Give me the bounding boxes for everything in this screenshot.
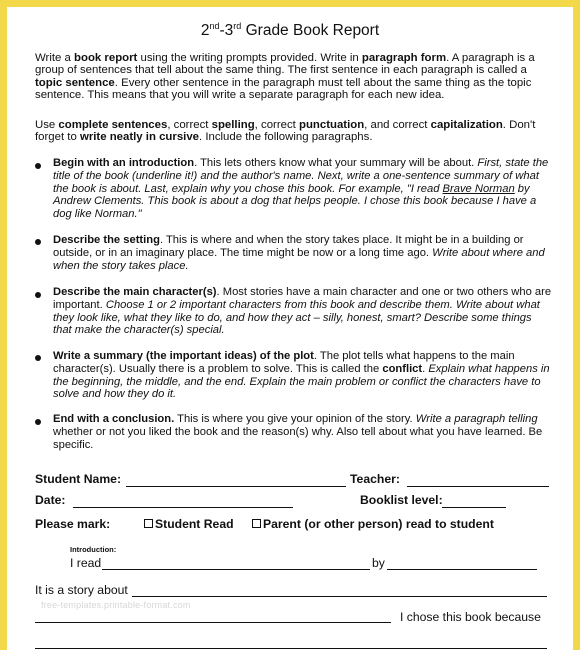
teacher-field[interactable] xyxy=(407,486,549,487)
student-name-label: Student Name: xyxy=(35,472,121,486)
text-run: Write a summary (the important ideas) of the plot xyxy=(53,350,314,362)
bullet-icon xyxy=(35,355,41,361)
introduction-label: Introduction: xyxy=(70,545,117,554)
author-field[interactable] xyxy=(387,569,537,570)
text-run: complete sentences xyxy=(58,119,168,131)
by-label: by xyxy=(372,556,385,570)
text-run: Explain what happens in the beginning, the middle, and the end. Explain the main problem or conflict the characters have to solve and how they do it. xyxy=(53,362,550,401)
story-about-label: It is a story about xyxy=(35,583,128,597)
text-run: First, state the title of the book (underline it!) and the author's name. Next, write a one-sentence summary of what the book is about. Last, explain why you chose this book. For example, "I read xyxy=(53,157,549,195)
student-name-field[interactable] xyxy=(126,486,346,487)
text-run: paragraph form xyxy=(361,52,447,64)
text-run: Brave Norman xyxy=(442,182,515,195)
text-run: conflict xyxy=(382,362,423,375)
booklist-field[interactable] xyxy=(442,507,506,508)
bullet-icon xyxy=(35,292,41,298)
watermark: free-templates.printable-format.com xyxy=(41,600,191,610)
text-run: capitalization xyxy=(430,119,503,131)
prompt-plot: Write a summary (the important ideas) of the plot. The plot tells what happens to the main character(s). Usually there is a problem to solve. This is called the conflict. Explain what happens in the beginning, the middle, and the end. Explain the main problem or conflict the characters have to solve and how they do it. xyxy=(53,350,550,401)
mechanics-paragraph: Use complete sentences, correct spelling, correct punctuation, and correct capitalization. Don't forget to write neatly in cursive. Include the following paragraphs. xyxy=(35,119,536,144)
checkbox-icon[interactable] xyxy=(144,519,153,528)
bullet-icon xyxy=(35,419,41,425)
booklist-label: Booklist level: xyxy=(360,493,443,507)
text-run: spelling xyxy=(211,119,255,131)
book-report-page xyxy=(7,7,573,650)
bullet-icon xyxy=(35,239,41,245)
date-field[interactable] xyxy=(73,507,293,508)
reason-field[interactable] xyxy=(35,648,547,649)
story-about-field[interactable] xyxy=(132,596,547,597)
text-run: Describe the main character(s) xyxy=(53,286,217,298)
text-run: Begin with an introduction xyxy=(53,157,195,169)
text-run: by Andrew Clements. This book is about a dog that helps people. I chose this book because I have a dog like Norman." xyxy=(53,182,537,221)
page-title: 2nd-3rd Grade Book Report xyxy=(200,21,380,39)
student-read-option[interactable]: Student Read xyxy=(144,517,234,531)
parent-read-option[interactable]: Parent (or other person) read to student xyxy=(252,517,494,531)
text-run: Describe the setting xyxy=(53,234,160,246)
text-run: topic sentence xyxy=(35,76,115,89)
please-mark-label: Please mark: xyxy=(35,517,111,531)
text-run: write neatly in cursive xyxy=(79,131,199,144)
prompt-conclusion: End with a conclusion. This is where you give your opinion of the story. Write a paragraph telling whether or not you liked the book and the reason(s) why. Also tell about what you have learned. Be specific. xyxy=(53,413,543,451)
prompt-setting: Describe the setting. This is where and when the story takes place. It might be in a building or outside, or in an imaginary place. The time might be now or a long time ago. Write about where and when the story takes place. xyxy=(53,234,545,272)
text-run: Write about where and when the story takes place. xyxy=(53,246,545,272)
chose-label: I chose this book because xyxy=(400,610,541,624)
bullet-icon xyxy=(35,163,41,169)
text-run: Choose 1 or 2 important characters from this book and describe them. Write about what they look like, what they like to do, and how they act – silly, honest, smart? Describe some things that make the character(s) special. xyxy=(53,298,540,337)
story-about-field-continued[interactable] xyxy=(35,622,391,623)
prompt-introduction: Begin with an introduction. This lets others know what your summary will be about. First, state the title of the book (underline it!) and the author's name. Next, write a one-sentence summary of what the book is about. Last, explain why you chose this book. For example, "I read Brave Norman by Andrew Clements. This book is about a dog that helps people. I chose this book because I have a dog like Norman." xyxy=(53,157,549,221)
text-run: End with a conclusion. xyxy=(53,413,175,425)
i-read-label: I read xyxy=(70,556,102,570)
intro-paragraph: Write a book report using the writing prompts provided. Write in paragraph form. A paragraph is a group of sentences that tell about the same thing. The first sentence in each paragraph is called a topic sentence. Every other sentence in the paragraph must tell about the same thing as the topic sentence. This means that you will write a separate paragraph for each new idea. xyxy=(35,52,535,102)
text-run: punctuation xyxy=(298,119,365,131)
text-run: Write a paragraph telling xyxy=(415,413,538,425)
prompt-characters: Describe the main character(s). Most stories have a main character and one or two others who are important. Choose 1 or 2 important characters from this book and describe them. Write about what they look like, what they like to do, and how they act – silly, honest, smart? Describe some things that make the character(s) special. xyxy=(53,286,552,337)
date-label: Date: xyxy=(35,493,66,507)
book-title-field[interactable] xyxy=(102,569,370,570)
text-run: book report xyxy=(74,52,138,64)
checkbox-icon[interactable] xyxy=(252,519,261,528)
teacher-label: Teacher: xyxy=(350,472,400,486)
